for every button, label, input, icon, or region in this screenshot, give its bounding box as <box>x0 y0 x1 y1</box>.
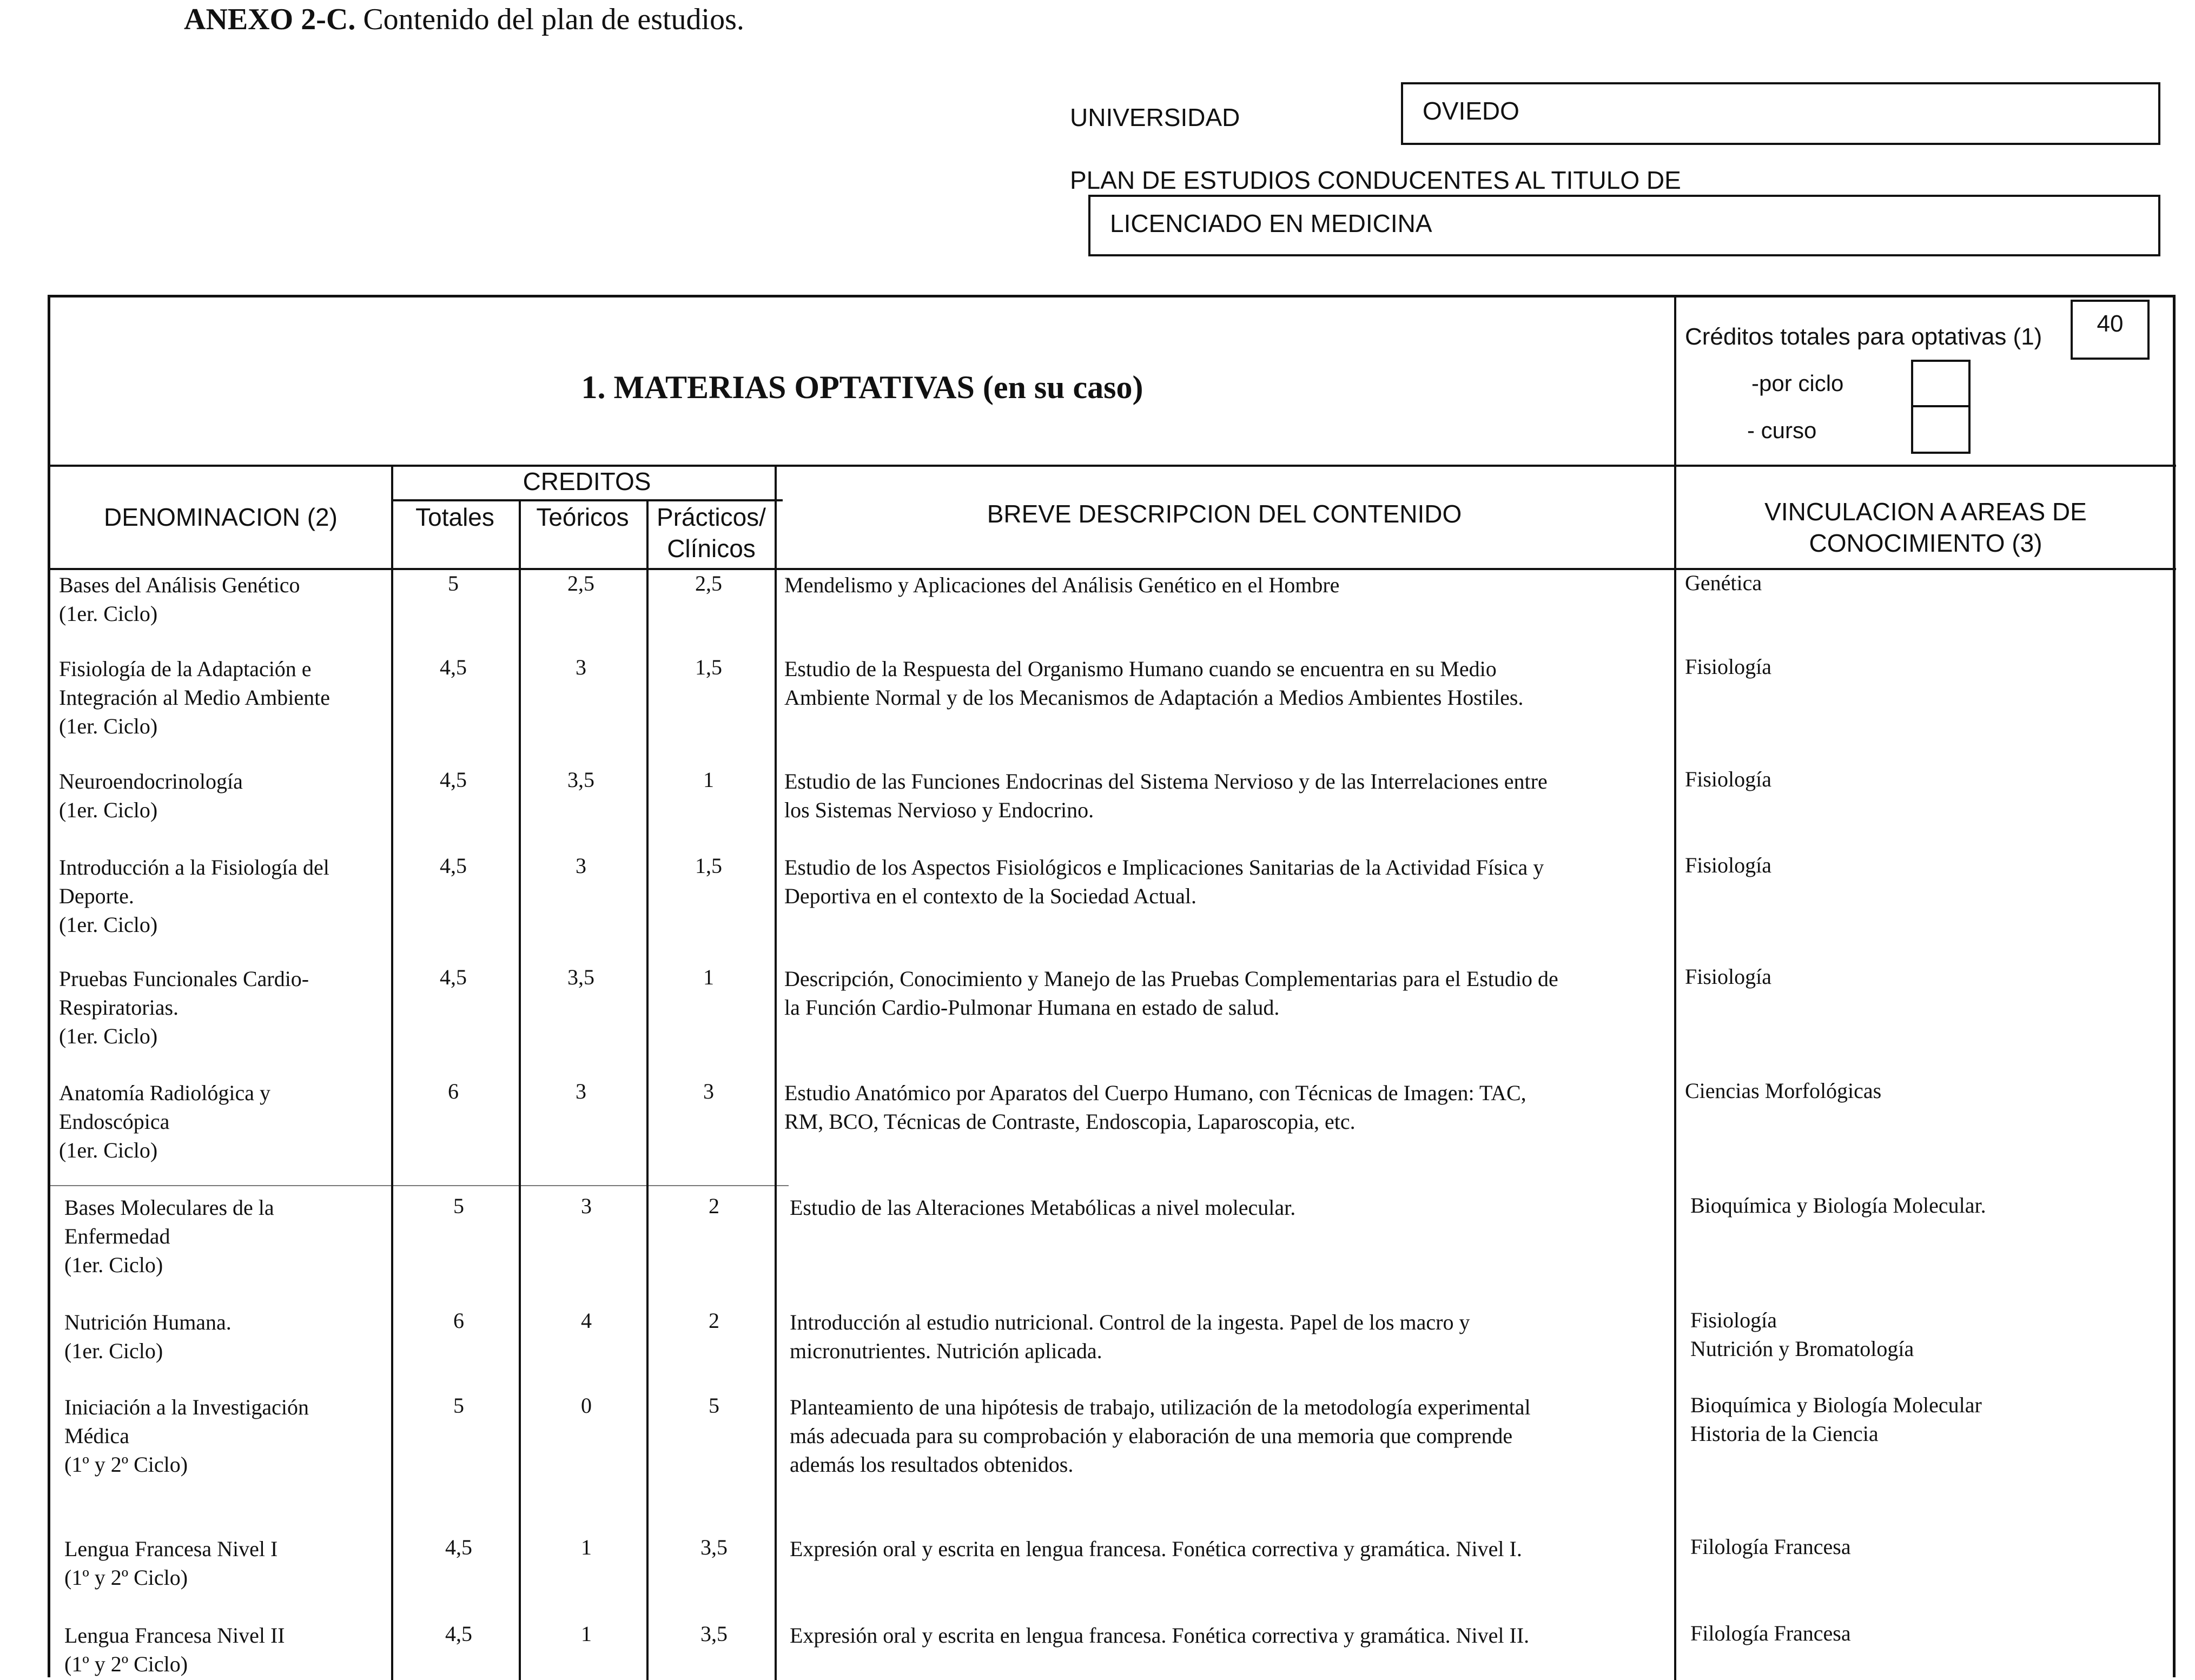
totales-value: 4,5 <box>445 1622 472 1646</box>
teoricos-value: 1 <box>581 1622 592 1646</box>
materia-name-line: Iniciación a la Investigación <box>64 1395 309 1419</box>
document-heading <box>184 4 744 35</box>
teoricos-value: 3,5 <box>567 768 594 792</box>
materia-name-line: Deporte. <box>59 884 134 908</box>
practicos-header <box>646 502 776 564</box>
materia-name-line: (1er. Ciclo) <box>59 1138 158 1162</box>
descripcion-line: Descripción, Conocimiento y Manejo de las Pruebas Complementarias para el Estudio de <box>784 967 1558 991</box>
descripcion-line: Ambiente Normal y de los Mecanismos de Adaptación a Medios Ambientes Hostiles. <box>784 685 1524 710</box>
teoricos-value: 3 <box>576 854 586 878</box>
area-conocimiento-cell <box>1685 568 2172 597</box>
descripcion-line: los Sistemas Nervioso y Endocrino. <box>784 798 1094 822</box>
por-ciclo-box <box>1911 360 1971 407</box>
descripcion-cell <box>784 1079 1671 1136</box>
vinculacion-header-line-1: VINCULACION A AREAS DE <box>1764 498 2087 526</box>
area-conocimiento: Fisiología <box>1685 767 1772 791</box>
descripcion-header: BREVE DESCRIPCION DEL CONTENIDO <box>987 500 1462 528</box>
materia-name-line: (1º y 2º Ciclo) <box>64 1565 188 1590</box>
materia-name-line: Integración al Medio Ambiente <box>59 685 330 710</box>
materia-name-line: Bases Moleculares de la <box>64 1195 274 1220</box>
area-conocimiento-cell <box>1685 851 2172 879</box>
vinculacion-header <box>1674 497 2177 559</box>
area-conocimiento: Nutrición y Bromatología <box>1690 1337 1914 1361</box>
totales-value: 6 <box>453 1308 464 1333</box>
materia-name-line: (1er. Ciclo) <box>64 1253 163 1277</box>
materia-name <box>59 1079 384 1165</box>
practicos-value: 1,5 <box>695 854 722 878</box>
materia-name-line: Fisiología de la Adaptación e <box>59 657 312 681</box>
descripcion-cell <box>784 767 1671 824</box>
practicos-value: 3 <box>703 1079 714 1103</box>
descripcion-line: Estudio de la Respuesta del Organismo Humano cuando se encuentra en su Medio <box>784 657 1497 681</box>
practicos-value: 3,5 <box>700 1622 728 1646</box>
materia-name-line: (1er. Ciclo) <box>59 601 158 626</box>
descripcion-line: más adecuada para su comprobación y elaboración de una memoria que comprende <box>790 1424 1513 1448</box>
area-conocimiento: Filología Francesa <box>1690 1535 1851 1559</box>
materia-name-line: Lengua Francesa Nivel I <box>64 1537 278 1561</box>
descripcion-line: Expresión oral y escrita en lengua francesa. Fonética correctiva y gramática. Nivel II. <box>790 1623 1530 1648</box>
area-conocimiento-cell <box>1690 1191 2177 1220</box>
materia-name-line: (1er. Ciclo) <box>59 912 158 937</box>
materia-name <box>64 1193 389 1279</box>
materia-name-line: Nutrición Humana. <box>64 1310 232 1334</box>
totales-value: 5 <box>453 1393 464 1418</box>
area-conocimiento-cell <box>1690 1391 2177 1448</box>
teoricos-value: 0 <box>581 1393 592 1418</box>
descripcion-line: micronutrientes. Nutrición aplicada. <box>790 1339 1102 1363</box>
descripcion-line: Planteamiento de una hipótesis de trabajo, utilización de la metodología experimental <box>790 1395 1531 1419</box>
totales-value: 4,5 <box>440 965 467 989</box>
universidad-field: OVIEDO <box>1401 82 2160 145</box>
descripcion-line: la Función Cardio-Pulmonar Humana en estado de salud. <box>784 995 1280 1020</box>
practicos-header-line-2: Clínicos <box>667 534 756 563</box>
practicos-value: 2,5 <box>695 571 722 596</box>
materia-name-line: (1º y 2º Ciclo) <box>64 1652 188 1676</box>
materia-name-line: (1er. Ciclo) <box>59 1024 158 1048</box>
area-conocimiento-cell <box>1690 1306 2177 1363</box>
practicos-value: 1 <box>703 768 714 792</box>
descripcion-cell <box>784 964 1671 1022</box>
area-conocimiento: Genética <box>1685 571 1762 595</box>
descripcion-cell <box>790 1308 1677 1365</box>
area-conocimiento-cell <box>1685 765 2172 793</box>
curso-box <box>1911 405 1971 454</box>
totales-value: 6 <box>448 1079 459 1103</box>
totales-header: Totales <box>415 503 494 531</box>
descripcion-line: además los resultados obtenidos. <box>790 1452 1074 1477</box>
creditos-totales-label: Créditos totales para optativas (1) <box>1685 323 2042 350</box>
row-rule <box>50 1185 789 1186</box>
practicos-value: 1 <box>703 965 714 989</box>
teoricos-value: 2,5 <box>567 571 594 596</box>
materia-name-line: (1er. Ciclo) <box>59 714 158 738</box>
curso-label: - curso <box>1747 418 1817 443</box>
materia-name-line: Anatomía Radiológica y <box>59 1081 271 1105</box>
titulo-field: LICENCIADO EN MEDICINA <box>1088 195 2160 256</box>
teoricos-value: 4 <box>581 1308 592 1333</box>
materia-name <box>59 767 384 824</box>
materias-optativas-table <box>48 295 2176 1677</box>
heading-text: Contenido del plan de estudios. <box>363 3 744 36</box>
teoricos-value: 3 <box>581 1194 592 1218</box>
materia-name <box>64 1308 389 1365</box>
denominacion-header: DENOMINACION (2) <box>104 503 338 531</box>
teoricos-value: 3 <box>576 655 586 679</box>
descripcion-line: Estudio de las Alteraciones Metabólicas a nivel molecular. <box>790 1195 1296 1220</box>
descripcion-line: Mendelismo y Aplicaciones del Análisis Genético en el Hombre <box>784 573 1340 597</box>
materia-name-line: Introducción a la Fisiología del <box>59 855 329 879</box>
descripcion-line: Estudio Anatómico por Aparatos del Cuerpo Humano, con Técnicas de Imagen: TAC, <box>784 1081 1526 1105</box>
descripcion-line: Estudio de las Funciones Endocrinas del Sistema Nervioso y de las Interrelaciones entre <box>784 769 1548 793</box>
area-conocimiento: Historia de la Ciencia <box>1690 1421 1879 1446</box>
area-conocimiento: Fisiología <box>1685 964 1772 989</box>
area-conocimiento: Ciencias Morfológicas <box>1685 1079 1882 1103</box>
totales-value: 4,5 <box>440 655 467 679</box>
descripcion-cell <box>790 1193 1677 1222</box>
area-conocimiento-cell <box>1685 652 2172 681</box>
descripcion-line: RM, BCO, Técnicas de Contraste, Endoscopia, Laparoscopia, etc. <box>784 1109 1356 1134</box>
materia-name <box>59 964 384 1050</box>
area-conocimiento-cell <box>1690 1619 2177 1648</box>
materia-name-line: Respiratorias. <box>59 995 179 1020</box>
plan-label: PLAN DE ESTUDIOS CONDUCENTES AL TITULO DE <box>1070 166 1681 194</box>
creditos-header: CREDITOS <box>523 467 651 495</box>
practicos-value: 1,5 <box>695 655 722 679</box>
universidad-label: UNIVERSIDAD <box>1070 103 1240 131</box>
descripcion-line: Estudio de los Aspectos Fisiológicos e Implicaciones Sanitarias de la Actividad Física y <box>784 855 1544 879</box>
teoricos-value: 3 <box>576 1079 586 1103</box>
descripcion-line: Expresión oral y escrita en lengua francesa. Fonética correctiva y gramática. Nivel I. <box>790 1537 1522 1561</box>
totales-value: 4,5 <box>440 854 467 878</box>
area-conocimiento: Bioquímica y Biología Molecular <box>1690 1393 1982 1417</box>
materia-name-line: (1er. Ciclo) <box>64 1339 163 1363</box>
area-conocimiento: Fisiología <box>1690 1308 1777 1332</box>
materia-name <box>64 1393 389 1479</box>
practicos-value: 5 <box>709 1393 719 1418</box>
totales-value: 5 <box>453 1194 464 1218</box>
descripcion-cell <box>790 1535 1677 1563</box>
totales-value: 4,5 <box>445 1535 472 1559</box>
creditos-totales-box: 40 <box>2071 300 2150 360</box>
materia-name-line: (1º y 2º Ciclo) <box>64 1452 188 1477</box>
area-conocimiento: Filología Francesa <box>1690 1621 1851 1645</box>
vinculacion-header-line-2: CONOCIMIENTO (3) <box>1809 528 2042 557</box>
materia-name <box>59 571 384 628</box>
materia-name-line: Pruebas Funcionales Cardio- <box>59 967 309 991</box>
totales-value: 4,5 <box>440 768 467 792</box>
materia-name-line: (1er. Ciclo) <box>59 798 158 822</box>
teoricos-header: Teóricos <box>536 503 629 531</box>
area-conocimiento: Fisiología <box>1685 853 1772 877</box>
descripcion-cell <box>784 654 1671 712</box>
practicos-value: 2 <box>709 1308 719 1333</box>
header-rule <box>50 465 2176 467</box>
area-conocimiento: Bioquímica y Biología Molecular. <box>1690 1193 1986 1218</box>
practicos-header-line-1: Prácticos/ <box>657 503 766 531</box>
totales-column-rule <box>391 465 393 1680</box>
practicos-value: 3,5 <box>700 1535 728 1559</box>
totales-value: 5 <box>448 571 459 596</box>
por-ciclo-label: -por ciclo <box>1751 371 1844 396</box>
area-conocimiento-cell <box>1685 1076 2172 1105</box>
materia-name-line: Médica <box>64 1424 129 1448</box>
materia-name <box>59 853 384 939</box>
section-title: 1. MATERIAS OPTATIVAS (en su caso) <box>581 369 1143 405</box>
descripcion-cell <box>790 1621 1677 1650</box>
materia-name-line: Lengua Francesa Nivel II <box>64 1623 285 1648</box>
materia-name-line: Neuroendocrinología <box>59 769 243 793</box>
heading-prefix: ANEXO 2-C. <box>184 3 356 36</box>
descripcion-line: Deportiva en el contexto de la Sociedad Actual. <box>784 884 1196 908</box>
materia-name-line: Enfermedad <box>64 1224 170 1248</box>
materia-name <box>64 1535 389 1592</box>
area-conocimiento: Fisiología <box>1685 654 1772 679</box>
descripcion-cell <box>790 1393 1677 1479</box>
practicos-value: 2 <box>709 1194 719 1218</box>
materia-name-line: Endoscópica <box>59 1109 170 1134</box>
materia-name-line: Bases del Análisis Genético <box>59 573 300 597</box>
descripcion-cell <box>784 571 1671 599</box>
materia-name <box>59 654 384 740</box>
area-conocimiento-cell <box>1685 962 2172 991</box>
area-conocimiento-cell <box>1690 1532 2177 1561</box>
creditos-rule <box>391 499 783 501</box>
materia-name <box>64 1621 389 1678</box>
teoricos-value: 1 <box>581 1535 592 1559</box>
teoricos-value: 3,5 <box>567 965 594 989</box>
descripcion-cell <box>784 853 1671 910</box>
descripcion-column-rule <box>775 465 777 1680</box>
descripcion-line: Introducción al estudio nutricional. Control de la ingesta. Papel de los macro y <box>790 1310 1470 1334</box>
